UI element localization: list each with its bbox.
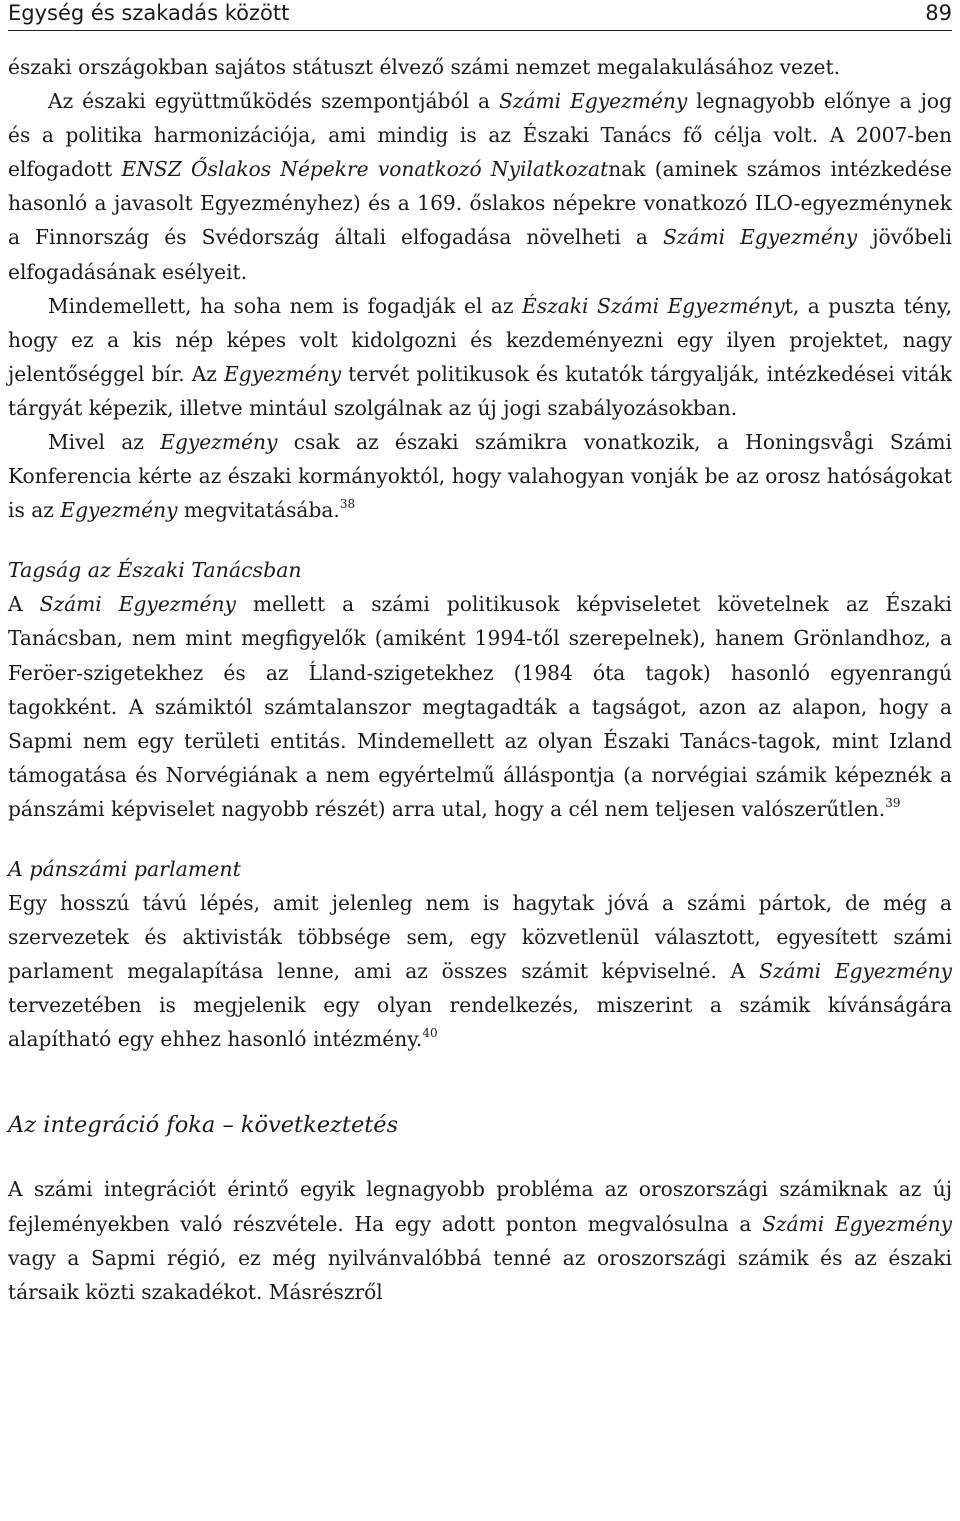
paragraph-7-text-1: A számi integrációt érintő egyik legnagyobb probléma az oroszországi számiknak az új fejleményekben való részvétele. Ha egy adott ponton megvalósulna a [8, 1177, 952, 1236]
paragraph-2-italic-3: Számi Egyezmény [662, 225, 858, 250]
paragraph-3-italic-1: Északi Számi Egyezmény [522, 293, 785, 318]
paragraph-7-text-2: vagy a Sapmi régió, ez még nyilvánvalóbbá tenné az oroszországi számik és az északi társaik közti szakadékot. Másrészről [8, 1245, 952, 1304]
paragraph-2-italic-1: Számi Egyezmény [499, 89, 688, 114]
paragraph-6 [8, 886, 952, 1056]
paragraph-5-italic-1: Számi Egyezmény [39, 592, 236, 617]
paragraph-5 [8, 587, 952, 826]
footnote-ref-39: 39 [885, 795, 901, 810]
footnote-ref-40: 40 [422, 1026, 438, 1041]
spacer [8, 826, 952, 852]
paragraph-2-text-3: nak (aminek számos intézkedése hasonló a javasolt Egyezményhez) és a 169. őslakos népekre vonatkozó ILO-egyezménynek a Finnország és Svédország általi elfogadása növelheti a [8, 157, 952, 250]
paragraph-5-text-2: mellett a számi politikusok képviseletet követelnek az Északi Tanácsban, nem mint megfigyelők (amiként 1994-től szerepelnek), hanem Grönlandhoz, a Feröer-szigetekhez és az Ĺland-szigetekhez (1984 óta tagok) hasonló egyenrangú tagokként. A számiktól számtalanszor megtagadták a tagságot, azon az alapon, hogy a Sapmi nem egy területi entitás. Mindemellett az olyan Északi Tanács-tagok, mint Izland támogatása és Norvégiának a nem egyértelmű álláspontja (a norvégiai számik képeznék a pánszámi képviselet nagyobb részét) arra utal, hogy a cél nem teljesen valószerűtlen. [8, 592, 952, 821]
paragraph-3-italic-2: Egyezmény [223, 361, 342, 386]
paragraph-3-text-1: Mindemellett, ha soha nem is fogadják el az [48, 293, 523, 318]
paragraph-3-text-2: t, a puszta tény, hogy ez a kis nép képes volt kidolgozni és kezdeményezni egy ilyen projektet, nagy jelentőséggel bír. Az [8, 293, 952, 386]
subheading-pan-sami-parliament: A pánszámi parlament [8, 856, 241, 881]
paragraph-1-text: északi országokban sajátos státuszt élvező számi nemzet megalakulásához vezet. [8, 55, 841, 79]
spacer [8, 527, 952, 553]
page-number: 89 [925, 1, 952, 25]
paragraph-7 [8, 1172, 952, 1308]
paragraph-2-text-2: legnagyobb előnye a jog és a politika harmonizációja, ami mindig is az Északi Tanács fő célja volt. A 2007-ben elfogadott [8, 89, 952, 182]
running-header [8, 0, 952, 31]
paragraph-3-text-3: tervét politikusok és kutatók tárgyalják, intézkedései viták tárgyát képezik, illetve mintául szolgálnak az új jogi szabályozásokban. [8, 361, 952, 420]
paragraph-4-italic-2: Egyezmény [60, 498, 178, 523]
running-title: Egység és szakadás között [8, 1, 290, 25]
paragraph-5-text-1: A [8, 592, 40, 617]
spacer [8, 1056, 952, 1108]
paragraph-7-italic-1: Számi Egyezmény [762, 1211, 952, 1236]
footnote-ref-38: 38 [339, 497, 356, 512]
paragraph-6-italic-1: Számi Egyezmény [758, 959, 952, 984]
spacer [8, 1142, 952, 1172]
subheading-northern-council: Tagság az Északi Tanácsban [8, 558, 302, 583]
paragraph-4-text-1: Mivel az [48, 430, 161, 455]
paragraph-6-text-1: Egy hosszú távú lépés, amit jelenleg nem is hagytak jóvá a számi pártok, de még a szervezetek és aktivisták többsége sem, egy közvetlenül választott, egyesített számi parlament megalapítása lenne, ami az összes számit képviselné. A [8, 890, 952, 984]
section-heading: Az integráció foka – következtetés [8, 1112, 399, 1139]
paragraph-4-text-2: csak az északi számikra vonatkozik, a Honingsvågi Számi Konferencia kérte az északi kormányoktól, hogy valahogyan vonják be az orosz hatóságokat is az [8, 430, 952, 523]
body-text [8, 50, 952, 1309]
paragraph-4 [8, 425, 952, 527]
paragraph-2-text-1: Az északi együttműködés szempontjából a [48, 89, 500, 114]
paragraph-2 [8, 84, 952, 289]
paragraph-1 [8, 50, 952, 84]
paragraph-4-italic-1: Egyezmény [160, 430, 278, 455]
paragraph-6-text-2: tervezetében is megjelenik egy olyan rendelkezés, miszerint a számik kívánságára alapítható egy ehhez hasonló intézmény. [8, 993, 952, 1052]
paragraph-2-italic-2: ENSZ Őslakos Népekre vonatkozó Nyilatkozat [121, 157, 609, 182]
paragraph-4-text-3: megvitatásába. [177, 498, 340, 523]
paragraph-3 [8, 289, 952, 425]
paragraph-2-text-4: jövőbeli elfogadásának esélyeit. [8, 225, 952, 284]
